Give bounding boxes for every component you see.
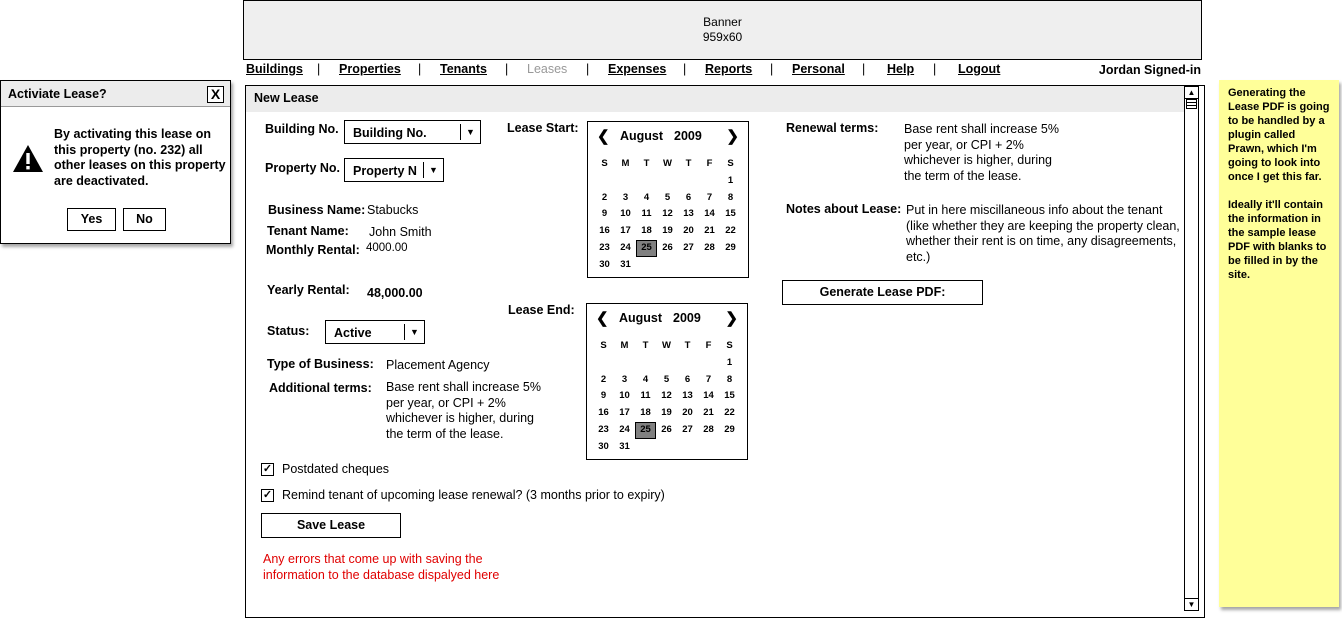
nav-logout[interactable]: Logout xyxy=(958,62,1001,76)
weekday-header: S xyxy=(726,340,733,351)
calendar-day[interactable]: 7 xyxy=(706,191,713,203)
selected-day[interactable]: 25 xyxy=(635,422,656,439)
calendar-day[interactable]: 13 xyxy=(683,208,694,220)
calendar-day[interactable]: 5 xyxy=(663,373,670,385)
status-select[interactable] xyxy=(325,320,425,344)
scroll-down-icon[interactable]: ▼ xyxy=(1185,598,1198,610)
type-of-business-value: Placement Agency xyxy=(386,358,490,372)
calendar-day[interactable]: 6 xyxy=(685,191,692,203)
weekday-header: M xyxy=(620,340,629,351)
nav-personal[interactable]: Personal xyxy=(792,62,845,76)
yes-button[interactable]: Yes xyxy=(67,208,116,231)
calendar-grid xyxy=(594,156,744,274)
calendar-day[interactable]: 24 xyxy=(619,423,630,435)
calendar-day[interactable]: 21 xyxy=(704,225,715,237)
nav-separator: | xyxy=(586,62,590,76)
calendar-day[interactable]: 2 xyxy=(601,191,608,203)
weekday-header: F xyxy=(705,340,712,351)
calendar-day[interactable]: 14 xyxy=(703,390,714,402)
empty-day xyxy=(698,355,719,372)
nav-leases[interactable]: Leases xyxy=(527,62,568,76)
property-no-label: Property No. xyxy=(265,161,341,175)
calendar-day[interactable]: 8 xyxy=(727,191,734,203)
calendar-day[interactable]: 24 xyxy=(620,241,631,253)
weekday-header: W xyxy=(663,158,672,169)
calendar-day[interactable]: 6 xyxy=(684,373,691,385)
calendar-day[interactable]: 10 xyxy=(620,208,631,220)
no-button[interactable]: No xyxy=(123,208,166,231)
empty-day xyxy=(657,173,678,190)
weekday-header: T xyxy=(643,158,650,169)
calendar-day[interactable]: 9 xyxy=(601,208,608,220)
calendar-year: 2009 xyxy=(674,129,702,143)
nav-expenses[interactable]: Expenses xyxy=(608,62,667,76)
selected-day[interactable]: 25 xyxy=(636,240,657,257)
calendar-day[interactable]: 30 xyxy=(599,258,610,270)
notes-label: Notes about Lease: xyxy=(786,202,902,216)
property-no-value: Property N xyxy=(353,164,417,178)
calendar-day[interactable]: 11 xyxy=(640,390,651,402)
yearly-rental-value: 48,000.00 xyxy=(367,286,423,300)
weekday-header: S xyxy=(600,340,607,351)
monthly-rental-value: 4000.00 xyxy=(366,242,408,254)
empty-day xyxy=(636,173,657,190)
panel-title: New Lease xyxy=(246,86,1184,112)
prev-month-icon[interactable]: ❮ xyxy=(596,310,609,327)
warning-icon xyxy=(12,144,44,173)
business-name-value: Stabucks xyxy=(367,203,419,217)
status-label: Status: xyxy=(267,324,310,338)
nav-separator: | xyxy=(505,62,509,76)
building-no-value: Building No. xyxy=(353,126,427,140)
calendar-day[interactable]: 31 xyxy=(619,440,630,452)
save-lease-button[interactable]: Save Lease xyxy=(261,513,401,538)
calendar-day[interactable]: 26 xyxy=(661,423,672,435)
nav-tenants[interactable]: Tenants xyxy=(440,62,487,76)
calendar-year: 2009 xyxy=(673,311,701,325)
error-message: Any errors that come up with saving the information to the database dispalyed here xyxy=(263,552,500,582)
calendar-day[interactable]: 16 xyxy=(599,225,610,237)
nav-reports[interactable]: Reports xyxy=(705,62,753,76)
calendar-day[interactable]: 13 xyxy=(682,390,693,402)
nav-separator: | xyxy=(770,62,774,76)
tenant-name-value: John Smith xyxy=(369,225,432,239)
nav-buildings[interactable]: Buildings xyxy=(246,62,303,76)
calendar-day[interactable]: 17 xyxy=(619,407,630,419)
banner-size: 959x60 xyxy=(702,30,743,44)
next-month-icon[interactable]: ❯ xyxy=(726,128,739,145)
calendar-day[interactable]: 14 xyxy=(704,208,715,220)
calendar-day[interactable]: 30 xyxy=(598,440,609,452)
weekday-header: W xyxy=(662,340,671,351)
calendar-day[interactable]: 9 xyxy=(600,390,607,402)
chevron-down-icon: ▼ xyxy=(460,124,480,140)
monthly-rental-label: Monthly Rental: xyxy=(266,243,360,257)
calendar-day[interactable]: 12 xyxy=(661,390,672,402)
weekday-header: T xyxy=(642,340,649,351)
calendar-day[interactable]: 11 xyxy=(641,208,652,220)
calendar-day[interactable]: 18 xyxy=(640,407,651,419)
calendar-day[interactable]: 27 xyxy=(682,423,693,435)
calendar-day[interactable]: 1 xyxy=(726,356,733,368)
chevron-down-icon: ▼ xyxy=(423,162,443,178)
calendar-day[interactable]: 1 xyxy=(727,174,734,186)
nav-separator: | xyxy=(933,62,937,76)
banner xyxy=(243,0,1202,60)
calendar-day[interactable]: 17 xyxy=(620,225,631,237)
additional-terms-value[interactable]: Base rent shall increase 5% per year, or CPI + 2% whichever is higher, during the term of the lease. xyxy=(386,380,541,441)
tenant-name-label: Tenant Name: xyxy=(267,224,349,238)
empty-day xyxy=(678,173,699,190)
business-name-label: Business Name: xyxy=(268,203,366,217)
calendar-day[interactable]: 4 xyxy=(643,191,650,203)
calendar-month: August xyxy=(619,311,663,325)
chevron-down-icon: ▼ xyxy=(404,324,424,340)
yearly-rental-label: Yearly Rental: xyxy=(267,283,350,297)
generate-pdf-button[interactable]: Generate Lease PDF: xyxy=(782,280,983,305)
close-icon[interactable]: X xyxy=(207,86,224,103)
weekday-header: F xyxy=(706,158,713,169)
status-value: Active xyxy=(334,326,372,340)
calendar-day[interactable]: 16 xyxy=(598,407,609,419)
property-no-select[interactable] xyxy=(344,158,444,182)
prev-month-icon[interactable]: ❮ xyxy=(597,128,610,145)
empty-day xyxy=(594,173,615,190)
calendar-day[interactable]: 7 xyxy=(705,373,712,385)
calendar-day[interactable]: 20 xyxy=(682,407,693,419)
calendar-day[interactable]: 23 xyxy=(599,241,610,253)
weekday-header: T xyxy=(685,158,692,169)
calendar-day[interactable]: 4 xyxy=(642,373,649,385)
empty-day xyxy=(593,355,614,372)
nav-separator: | xyxy=(862,62,866,76)
calendar-day[interactable]: 2 xyxy=(600,373,607,385)
notes-value[interactable]: Put in here miscillaneous info about the tenant (like whether they are keeping the property clean, whether their rent is on time, any disagreements, etc.) xyxy=(906,203,1180,264)
calendar-day[interactable]: 19 xyxy=(662,225,673,237)
calendar-day[interactable]: 15 xyxy=(725,208,736,220)
empty-day xyxy=(656,355,677,372)
banner-title: Banner xyxy=(703,15,742,29)
postdated-checkbox[interactable]: ✓ xyxy=(262,463,273,475)
next-month-icon[interactable]: ❯ xyxy=(725,310,738,327)
scroll-thumb[interactable] xyxy=(1186,99,1197,109)
nav-properties[interactable]: Properties xyxy=(339,62,401,76)
empty-day xyxy=(614,355,635,372)
additional-terms-label: Additional terms: xyxy=(269,381,372,395)
weekday-header: M xyxy=(621,158,630,169)
empty-day xyxy=(615,173,636,190)
calendar-day[interactable]: 29 xyxy=(724,423,735,435)
calendar-day[interactable]: 26 xyxy=(662,241,673,253)
nav-separator: | xyxy=(683,62,687,76)
postdated-label: Postdated cheques xyxy=(282,462,390,476)
sticky-note: Generating the Lease PDF is going to be handled by a plugin called Prawn, which I'm going to look into once I get this far. Ideally it'll contain the information in the sample lease PDF with blanks to be filled in by the site. xyxy=(1219,80,1339,607)
weekday-header: T xyxy=(684,340,691,351)
calendar-day[interactable]: 28 xyxy=(703,423,714,435)
calendar-day[interactable]: 3 xyxy=(622,191,629,203)
lease-end-label: Lease End: xyxy=(508,303,575,317)
remind-label: Remind tenant of upcoming lease renewal? (3 months prior to expiry) xyxy=(282,488,665,502)
empty-day xyxy=(699,173,720,190)
weekday-header: S xyxy=(601,158,608,169)
building-no-label: Building No. xyxy=(265,122,339,136)
dialog-message: By activating this lease on this property (no. 232) all other leases on this property are deactivated. xyxy=(54,127,226,188)
calendar-day[interactable]: 10 xyxy=(619,390,630,402)
empty-day xyxy=(635,355,656,372)
nav-separator: | xyxy=(418,62,422,76)
remind-checkbox[interactable]: ✓ xyxy=(262,489,273,501)
calendar-month: August xyxy=(620,129,664,143)
lease-end-calendar[interactable] xyxy=(586,303,748,460)
nav-separator: | xyxy=(317,62,321,76)
calendar-day[interactable]: 3 xyxy=(621,373,628,385)
calendar-day[interactable]: 19 xyxy=(661,407,672,419)
dialog-title: Activiate Lease? xyxy=(1,81,230,107)
calendar-day[interactable]: 15 xyxy=(724,390,735,402)
empty-day xyxy=(677,355,698,372)
type-of-business-label: Type of Business: xyxy=(267,357,374,371)
calendar-day[interactable]: 5 xyxy=(664,191,671,203)
activate-lease-dialog xyxy=(0,80,231,244)
calendar-day[interactable]: 22 xyxy=(725,225,736,237)
calendar-day[interactable]: 23 xyxy=(598,423,609,435)
renewal-terms-value[interactable]: Base rent shall increase 5% per year, or CPI + 2% whichever is higher, during the term of the lease. xyxy=(904,122,1059,183)
calendar-grid xyxy=(593,338,743,456)
panel-scrollbar[interactable] xyxy=(1184,86,1199,611)
calendar-day[interactable]: 20 xyxy=(683,225,694,237)
lease-start-label: Lease Start: xyxy=(507,121,579,135)
calendar-day[interactable]: 12 xyxy=(662,208,673,220)
scroll-up-icon[interactable]: ▲ xyxy=(1185,87,1198,99)
calendar-day[interactable]: 28 xyxy=(704,241,715,253)
calendar-day[interactable]: 21 xyxy=(703,407,714,419)
lease-start-calendar[interactable] xyxy=(587,121,749,278)
calendar-day[interactable]: 18 xyxy=(641,225,652,237)
calendar-day[interactable]: 8 xyxy=(726,373,733,385)
calendar-day[interactable]: 27 xyxy=(683,241,694,253)
calendar-day[interactable]: 22 xyxy=(724,407,735,419)
building-no-select[interactable] xyxy=(344,120,481,144)
weekday-header: S xyxy=(727,158,734,169)
calendar-day[interactable]: 29 xyxy=(725,241,736,253)
renewal-terms-label: Renewal terms: xyxy=(786,121,879,135)
signed-in-user: Jordan Signed-in xyxy=(1098,63,1201,77)
nav-help[interactable]: Help xyxy=(887,62,915,76)
calendar-day[interactable]: 31 xyxy=(620,258,631,270)
